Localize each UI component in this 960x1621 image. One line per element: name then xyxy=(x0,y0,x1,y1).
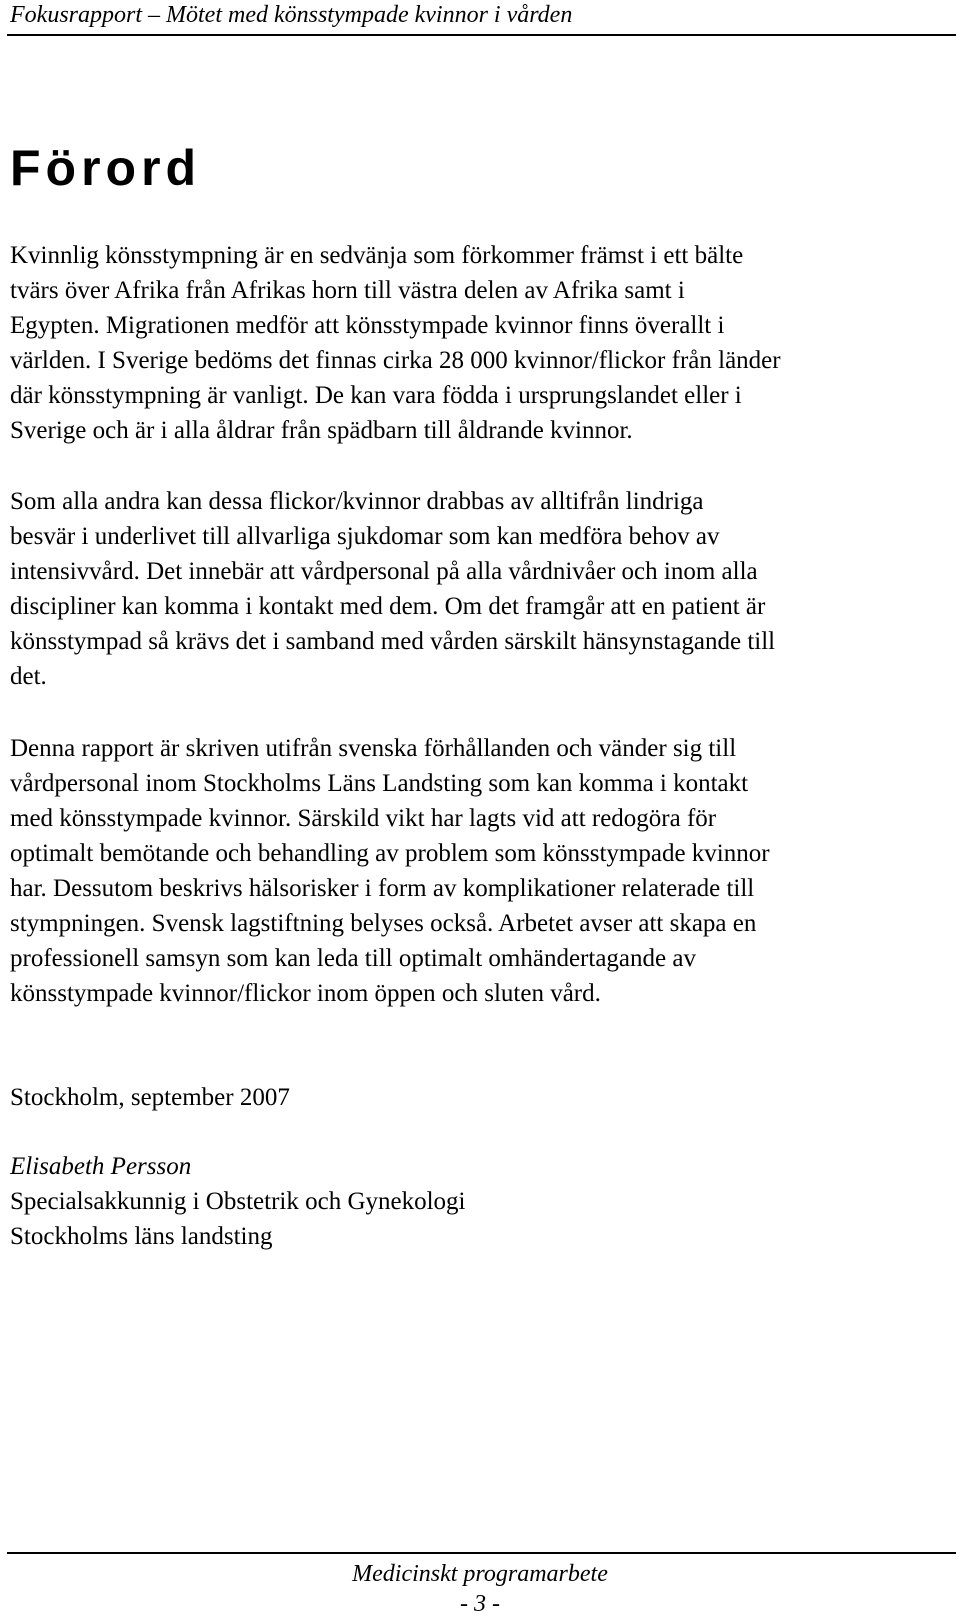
paragraph-line: stympningen. Svensk lagstiftning belyses också. Arbetet avser att skapa en xyxy=(10,910,757,937)
signature-title: Specialsakkunnig i Obstetrik och Gynekologi xyxy=(10,1188,466,1215)
page-title: Förord xyxy=(10,140,202,196)
paragraph-line: Denna rapport är skriven utifrån svenska förhållanden och vänder sig till xyxy=(10,735,737,762)
paragraph-line: har. Dessutom beskrivs hälsorisker i form av komplikationer relaterade till xyxy=(10,875,755,902)
paragraph-line: Stockholm, september 2007 xyxy=(10,1084,290,1111)
paragraph-line: Kvinnlig könsstympning är en sedvänja som förkommer främst i ett bälte xyxy=(10,242,744,269)
header-divider xyxy=(7,34,956,36)
paragraph-line: med könsstympade kvinnor. Särskild vikt har lagts vid att redogöra för xyxy=(10,805,717,832)
paragraph-line: könsstympade kvinnor/flickor inom öppen och sluten vård. xyxy=(10,980,601,1007)
paragraph-line: Egypten. Migrationen medför att könsstympade kvinnor finns överallt i xyxy=(10,312,725,339)
paragraph-line: världen. I Sverige bedöms det finnas cirka 28 000 kvinnor/flickor från länder xyxy=(10,347,781,374)
signature-block xyxy=(10,1149,465,1254)
footer-divider xyxy=(7,1552,956,1554)
place-date xyxy=(10,1080,955,1115)
paragraph-2 xyxy=(10,484,955,694)
signature-organization: Stockholms läns landsting xyxy=(10,1223,273,1250)
paragraph-line: könsstympad så krävs det i samband med vården särskilt hänsynstagande till xyxy=(10,628,776,655)
paragraph-line: tvärs över Afrika från Afrikas horn till västra delen av Afrika samt i xyxy=(10,277,685,304)
paragraph-line: Sverige och är i alla åldrar från spädbarn till åldrande kvinnor. xyxy=(10,417,633,444)
paragraph-line: besvär i underlivet till allvarliga sjukdomar som kan medföra behov av xyxy=(10,523,720,550)
paragraph-line: vårdpersonal inom Stockholms Läns Landsting som kan komma i kontakt xyxy=(10,770,749,797)
paragraph-3 xyxy=(10,731,955,1011)
paragraph-line: optimalt bemötande och behandling av problem som könsstympade kvinnor xyxy=(10,840,770,867)
paragraph-line: professionell samsyn som kan leda till optimalt omhändertagande av xyxy=(10,945,696,972)
paragraph-line: det. xyxy=(10,663,47,690)
paragraph-line: discipliner kan komma i kontakt med dem. Om det framgår att en patient är xyxy=(10,593,766,620)
paragraph-line: där könsstympning är vanligt. De kan vara födda i ursprungslandet eller i xyxy=(10,382,742,409)
page-number: - 3 - xyxy=(460,1591,500,1617)
signature-name: Elisabeth Persson xyxy=(10,1153,192,1180)
paragraph-1 xyxy=(10,238,955,448)
paragraph-line: intensivvård. Det innebär att vårdpersonal på alla vårdnivåer och inom alla xyxy=(10,558,758,585)
running-header: Fokusrapport – Mötet med könsstympade kvinnor i vården xyxy=(10,2,573,28)
footer-title: Medicinskt programarbete xyxy=(352,1561,608,1587)
paragraph-line: Som alla andra kan dessa flickor/kvinnor drabbas av alltifrån lindriga xyxy=(10,488,704,515)
